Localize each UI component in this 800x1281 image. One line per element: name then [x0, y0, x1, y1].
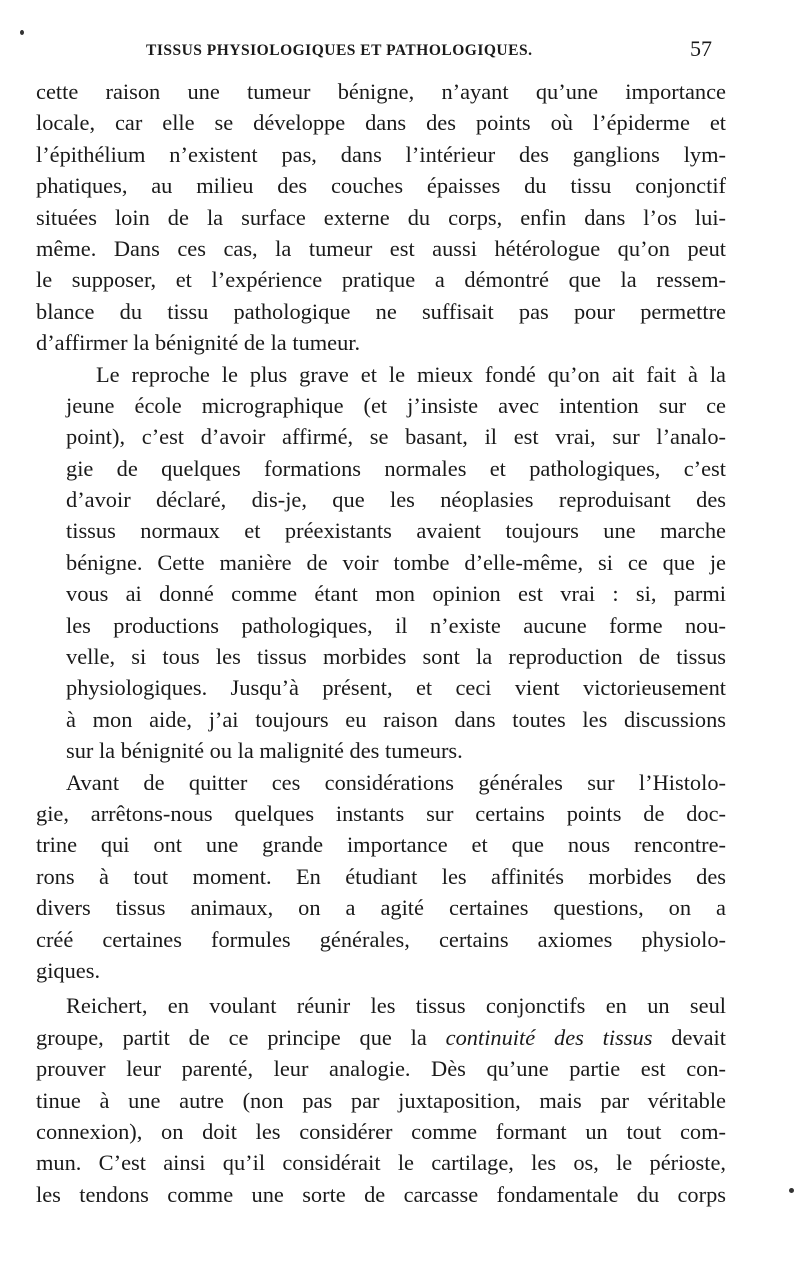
text-line: sur la bénignité ou la malignité des tumeurs.: [66, 738, 463, 764]
text-line: les tendons comme une sorte de carcasse fondamentale du corps: [36, 1181, 726, 1207]
text-line: locale, car elle se développe dans des points où l’épiderme et: [36, 110, 726, 136]
text-line: d’affirmer la bénignité de la tumeur.: [36, 330, 361, 356]
text-line: tissus normaux et préexistants avaient toujours une marche: [66, 518, 726, 544]
text-line: giques.: [36, 957, 101, 983]
text-line: velle, si tous les tissus morbides sont la reproduction de tissus: [66, 644, 726, 670]
text-line: situées loin de la surface externe du corps, enfin dans l’os lui-: [36, 204, 726, 230]
running-head: TISSUS PHYSIOLOGIQUES ET PATHOLOGIQUES.: [146, 42, 533, 59]
text-line: vous ai donné comme étant mon opinion est vrai : si, parmi: [66, 581, 726, 607]
text-line: physiologiques. Jusqu’à présent, et ceci vient victorieusement: [66, 675, 726, 701]
text-line: rons à tout moment. En étudiant les affinités morbides des: [36, 863, 726, 889]
text-line: point), c’est d’avoir affirmé, se basant, il est vrai, sur l’analo-: [66, 424, 726, 450]
ink-speck: [20, 30, 24, 35]
text-line: même. Dans ces cas, la tumeur est aussi hétérologue qu’on peut: [36, 235, 726, 261]
text-line: jeune école micrographique (et j’insiste avec intention sur ce: [66, 392, 726, 418]
text-line: d’avoir déclaré, dis-je, que les néoplasies reproduisant des: [66, 487, 726, 513]
page-body: [36, 76, 726, 1210]
text-line: divers tissus animaux, on a agité certaines questions, on a: [36, 895, 726, 921]
ink-speck: [789, 1188, 794, 1193]
text-line: [36, 1022, 726, 1053]
paragraph: [36, 76, 726, 359]
text-line: le supposer, et l’expérience pratique a démontré que la ressem-: [36, 267, 726, 293]
page-number: 57: [690, 36, 712, 61]
paragraph: [36, 990, 726, 1210]
text-run: devait: [652, 1024, 726, 1050]
text-line: cette raison une tumeur bénigne, n’ayant qu’une importance: [36, 79, 726, 104]
text-line: bénigne. Cette manière de voir tombe d’elle-même, si ce que je: [66, 549, 726, 575]
text-line: Reichert, en voulant réunir les tissus conjonctifs en un seul: [66, 993, 726, 1019]
text-line: Avant de quitter ces considérations générales sur l’Histolo-: [66, 769, 726, 795]
paragraph: [36, 359, 726, 767]
text-line: tinue à une autre (non pas par juxtaposition, mais par véritable: [36, 1087, 726, 1113]
text-line: l’épithélium n’existent pas, dans l’intérieur des ganglions lym-: [36, 141, 726, 167]
text-line: créé certaines formules générales, certains axiomes physiolo-: [36, 926, 726, 952]
text-line: connexion), on doit les considérer comme formant un tout com-: [36, 1118, 726, 1144]
text-line: à mon aide, j’ai toujours eu raison dans toutes les discussions: [66, 706, 726, 732]
emphasized-term: continuité des tissus: [445, 1024, 653, 1050]
text-line: les productions pathologiques, il n’existe aucune forme nou-: [66, 612, 726, 638]
text-line: prouver leur parenté, leur analogie. Dès qu’une partie est con-: [36, 1056, 726, 1082]
text-line: Le reproche le plus grave et le mieux fondé qu’on ait fait à la: [96, 361, 726, 387]
page-header: [36, 36, 712, 64]
text-line: gie de quelques formations normales et pathologiques, c’est: [66, 455, 726, 481]
text-line: gie, arrêtons-nous quelques instants sur certains points de doc-: [36, 800, 726, 826]
text-line: blance du tissu pathologique ne suffisait pas pour permettre: [36, 298, 726, 324]
text-line: trine qui ont une grande importance et que nous rencontre-: [36, 832, 726, 858]
text-line: phatiques, au milieu des couches épaisses du tissu conjonctif: [36, 173, 726, 199]
paragraph: [36, 767, 726, 987]
text-run: groupe, partit de ce principe que la: [36, 1024, 446, 1050]
text-line: mun. C’est ainsi qu’il considérait le cartilage, les os, le périoste,: [36, 1150, 726, 1176]
